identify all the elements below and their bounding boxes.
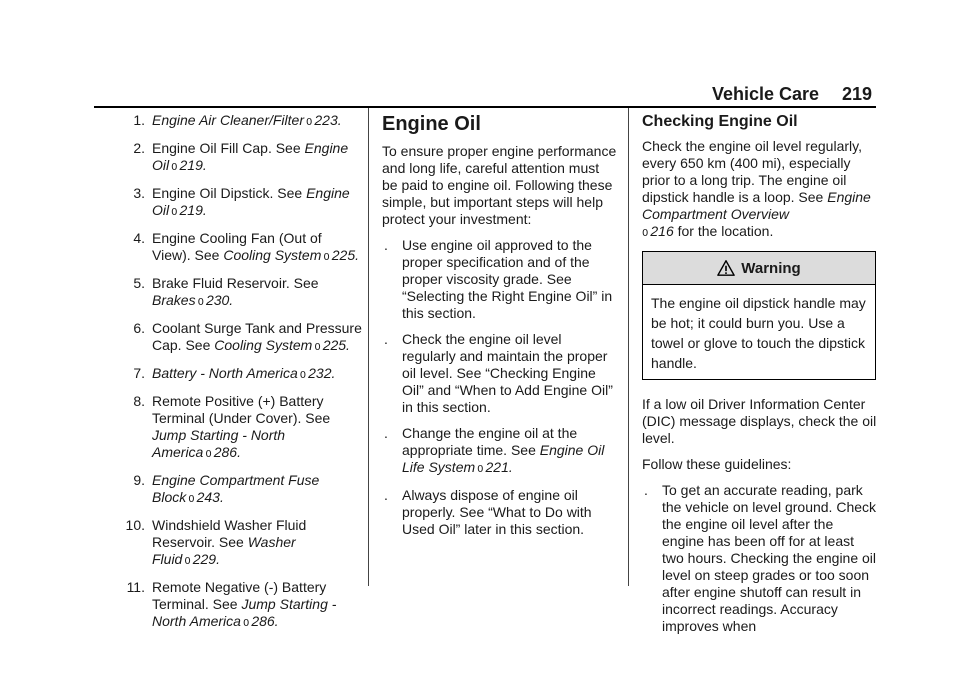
list-number: 11. xyxy=(126,579,145,595)
list-text: Engine Cooling Fan (Out of View). See Cooling System 0 225. xyxy=(152,230,360,263)
list-number: 5. xyxy=(133,275,145,291)
page-ref: 229. xyxy=(192,551,220,567)
paragraph: Check the engine oil level regularly, every 650 km (400 mi), especially prior to a long trip. The engine oil dipstick handle is a loop. See Engine Compartment Overview 0 216 for the location. xyxy=(642,138,871,239)
page-reference-icon: 0 xyxy=(299,370,307,381)
page-ref: 286. xyxy=(213,444,241,460)
list-text: Remote Negative (-) Battery Terminal. See Jump Starting - North America 0 286. xyxy=(152,579,337,629)
list-text xyxy=(152,365,362,384)
bullet-item xyxy=(382,425,618,478)
list-text: Engine Oil Dipstick. See Engine Oil 0 219. xyxy=(152,185,350,218)
bullet-marker: . xyxy=(644,482,648,498)
list-number: 9. xyxy=(133,472,145,488)
list-item xyxy=(100,230,362,266)
page-number: 219 xyxy=(842,84,873,104)
list-text xyxy=(152,112,362,131)
warning-title: Warning xyxy=(741,259,801,277)
list-item xyxy=(100,393,362,463)
list-item xyxy=(100,472,362,508)
page-reference-icon: 0 xyxy=(184,556,191,567)
bullet-item xyxy=(382,331,618,416)
bullet-item xyxy=(382,237,618,322)
header-rule xyxy=(94,106,876,108)
cross-reference-link[interactable]: Engine Compartment Overview xyxy=(642,189,871,222)
cross-reference-link[interactable]: Engine Compartment Fuse Block xyxy=(152,472,320,505)
cross-reference-link[interactable]: Washer Fluid xyxy=(152,534,296,567)
list-item xyxy=(100,112,362,131)
list-item xyxy=(100,365,362,384)
subsection-heading: Checking Engine Oil xyxy=(642,113,798,130)
checking-engine-oil-section xyxy=(642,112,878,644)
list-number: 3. xyxy=(133,185,145,201)
cross-reference-link[interactable]: Brakes xyxy=(152,292,196,308)
warning-triangle-icon xyxy=(717,259,735,277)
list-number: 8. xyxy=(133,393,145,409)
cross-reference-link[interactable]: Cooling System xyxy=(214,337,313,353)
bullet-text: Change the engine oil at the appropriate time. See Engine Oil Life System 0 221. xyxy=(402,425,605,475)
warning-text: The engine oil dipstick handle may be hot; it could burn you. Use a towel or glove to touch the dipstick handle. xyxy=(651,295,866,371)
paragraph: Follow these guidelines: xyxy=(642,456,792,472)
bullet-text: Check the engine oil level regularly and maintain the proper oil level. See “Checking Engine Oil” and “When to Add Engine Oil” in this section. xyxy=(402,331,613,415)
page-reference-icon: 0 xyxy=(171,207,178,218)
cross-reference-link[interactable]: Jump Starting - North America xyxy=(152,427,286,460)
bullet-marker: . xyxy=(384,331,388,347)
page-reference-icon: 0 xyxy=(314,342,321,353)
page-ref: 286. xyxy=(251,613,279,629)
cross-reference-link[interactable]: Engine Oil xyxy=(152,140,349,173)
list-number: 10. xyxy=(125,517,145,533)
bullet-text: Always dispose of engine oil properly. See “What to Do with Used Oil” later in this section. xyxy=(402,487,592,537)
list-item xyxy=(100,140,362,176)
page-reference-icon: 0 xyxy=(205,449,212,460)
cross-reference-link[interactable]: Engine Oil Life System xyxy=(402,442,605,475)
column-divider-1 xyxy=(368,108,369,586)
cross-reference-link[interactable]: Engine Air Cleaner/Filter xyxy=(152,112,304,128)
list-item xyxy=(100,185,362,221)
cross-reference-link[interactable]: Battery - North America xyxy=(152,365,298,381)
intro-paragraph: To ensure proper engine performance and long life, careful attention must be paid to engine oil. Following these simple, but important steps will help protect your investment: xyxy=(382,143,617,227)
list-number: 7. xyxy=(133,365,145,381)
bullet-text: To get an accurate reading, park the vehicle on level ground. Check the engine oil level after the engine has been off for at least two hours. Checking the engine oil level on steep grades or too soon after engine shutoff can result in incorrect readings. Accuracy improves when xyxy=(662,482,877,634)
page-ref: 225. xyxy=(322,337,350,353)
engine-oil-section xyxy=(382,112,618,547)
section-title: Vehicle Care xyxy=(712,84,820,104)
list-number: 2. xyxy=(133,140,145,156)
list-item xyxy=(100,579,362,632)
list-text xyxy=(152,472,362,508)
page-ref: 230. xyxy=(205,292,234,308)
bullet-item xyxy=(642,482,878,635)
page-ref: 232. xyxy=(308,365,336,381)
cross-reference-link[interactable]: Engine Oil xyxy=(152,185,350,218)
list-text: Remote Positive (+) Battery Terminal (Under Cover). See Jump Starting - North America 0 286. xyxy=(152,393,331,460)
warning-header xyxy=(643,252,875,285)
page-reference-icon: 0 xyxy=(306,117,313,128)
section-heading: Engine Oil xyxy=(382,113,481,135)
page-ref: 225. xyxy=(331,247,360,263)
bullet-marker: . xyxy=(384,425,388,441)
column-divider-2 xyxy=(628,108,629,586)
list-item xyxy=(100,320,362,356)
cross-reference-link[interactable]: Cooling System xyxy=(223,247,322,263)
paragraph: If a low oil Driver Information Center (DIC) message displays, check the oil level. xyxy=(642,396,877,446)
page-ref: 219. xyxy=(179,157,207,173)
list-text: Brake Fluid Reservoir. See Brakes 0 230. xyxy=(152,275,319,308)
page-reference-icon: 0 xyxy=(197,297,204,308)
page-reference-icon: 0 xyxy=(188,494,195,505)
list-text: Windshield Washer Fluid Reservoir. See Washer Fluid 0 229. xyxy=(152,517,307,567)
bullet-marker: . xyxy=(384,237,388,253)
list-item xyxy=(100,517,362,570)
list-text: Engine Oil Fill Cap. See Engine Oil 0 219. xyxy=(152,140,349,173)
list-number: 1. xyxy=(133,112,145,128)
page-ref: 223. xyxy=(314,112,342,128)
page-ref: 216 xyxy=(650,223,674,239)
page-reference-icon: 0 xyxy=(642,228,649,239)
component-list xyxy=(100,112,362,641)
list-item xyxy=(100,275,362,311)
bullet-text: Use engine oil approved to the proper specification and of the proper viscosity grade. See “Selecting the Right Engine Oil” in this section. xyxy=(402,237,613,321)
list-text: Coolant Surge Tank and Pressure Cap. See Cooling System 0 225. xyxy=(152,320,362,353)
list-number: 4. xyxy=(133,230,145,246)
bullet-marker: . xyxy=(384,487,388,503)
bullet-item xyxy=(382,487,618,538)
page-reference-icon: 0 xyxy=(171,162,178,173)
page-ref: 219. xyxy=(179,202,207,218)
warning-box xyxy=(642,251,876,380)
page-reference-icon: 0 xyxy=(323,252,330,263)
page-ref: 221. xyxy=(485,459,513,475)
list-number: 6. xyxy=(133,320,145,336)
page-reference-icon: 0 xyxy=(242,618,250,629)
page-reference-icon: 0 xyxy=(477,464,484,475)
cross-reference-link[interactable]: Jump Starting - North America xyxy=(152,596,337,629)
page-ref: 243. xyxy=(196,489,224,505)
